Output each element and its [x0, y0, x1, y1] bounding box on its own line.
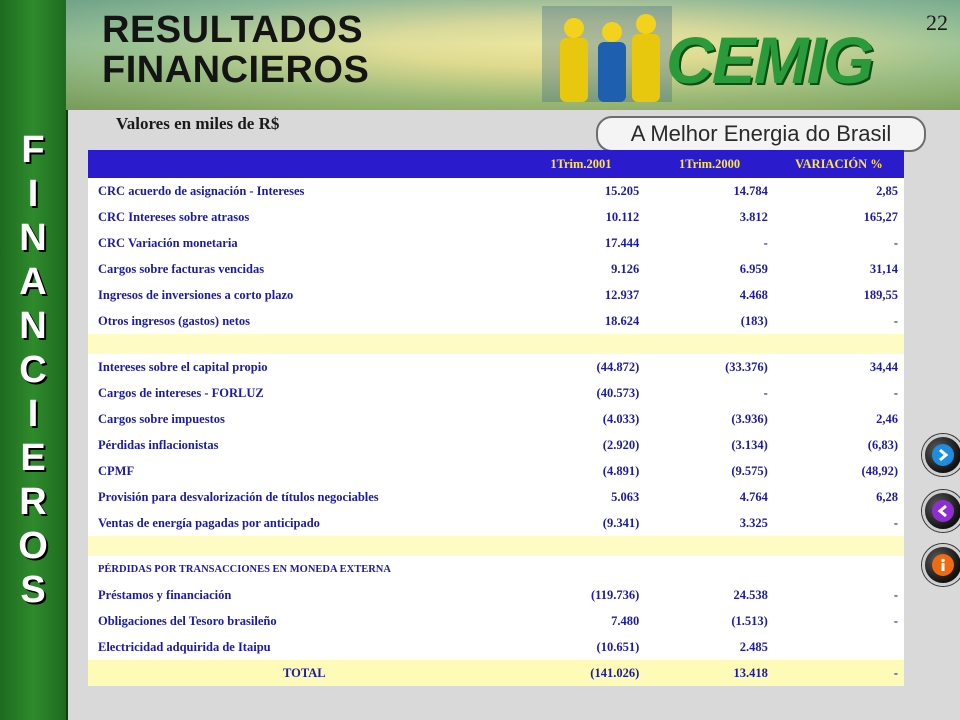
- variation-value: -: [774, 582, 904, 608]
- side-band: [0, 0, 68, 720]
- value-2000: -: [645, 230, 774, 256]
- row-label: Ventas de energía pagadas por anticipado: [88, 510, 517, 536]
- value-2001: [517, 556, 646, 582]
- table-section-row: [88, 556, 904, 582]
- value-2001: (4.033): [517, 406, 646, 432]
- column-header-2001: 1Trim.2001: [517, 150, 646, 178]
- table-row: [88, 608, 904, 634]
- side-letter: A: [19, 261, 47, 303]
- value-2000: 24.538: [645, 582, 774, 608]
- table-row: [88, 354, 904, 380]
- row-label: Provisión para desvalorización de títulos negociables: [88, 484, 517, 510]
- row-label: CPMF: [88, 458, 517, 484]
- table-header-row: [88, 150, 904, 178]
- value-2000: (3.936): [645, 406, 774, 432]
- value-2001: 17.444: [517, 230, 646, 256]
- side-letter: N: [19, 305, 47, 347]
- value-2001: 12.937: [517, 282, 646, 308]
- info-icon: [932, 554, 954, 576]
- row-label: Ingresos de inversiones a corto plazo: [88, 282, 517, 308]
- value-2000: 4.468: [645, 282, 774, 308]
- variation-value: 165,27: [774, 204, 904, 230]
- row-label: Cargos de intereses - FORLUZ: [88, 380, 517, 406]
- variation-value: -: [774, 380, 904, 406]
- total-variation: -: [774, 660, 904, 686]
- back-arrow-icon: [932, 500, 954, 522]
- title-line-2: FINANCIEROS: [102, 49, 370, 91]
- total-label: TOTAL: [88, 660, 517, 686]
- table-spacer-row: [88, 536, 904, 556]
- table-row: [88, 308, 904, 334]
- column-header-2000: 1Trim.2000: [645, 150, 774, 178]
- variation-value: (6,83): [774, 432, 904, 458]
- title-line-1: RESULTADOS: [102, 9, 364, 51]
- value-2000: (33.376): [645, 354, 774, 380]
- variation-value: -: [774, 608, 904, 634]
- value-2001: (9.341): [517, 510, 646, 536]
- table-row: [88, 458, 904, 484]
- value-2001: 15.205: [517, 178, 646, 204]
- table-row: [88, 432, 904, 458]
- workers-photo-illustration: [542, 6, 672, 102]
- value-2001: (119.736): [517, 582, 646, 608]
- table-row: [88, 204, 904, 230]
- table-row: [88, 380, 904, 406]
- value-2000: (1.513): [645, 608, 774, 634]
- value-2000: 3.325: [645, 510, 774, 536]
- value-2000: 3.812: [645, 204, 774, 230]
- side-letter: S: [20, 569, 46, 611]
- row-label: Préstamos y financiación: [88, 582, 517, 608]
- table-row: [88, 634, 904, 660]
- variation-value: (48,92): [774, 458, 904, 484]
- units-subtitle: Valores en miles de R$: [116, 114, 280, 133]
- variation-value: 6,28: [774, 484, 904, 510]
- table-row: [88, 230, 904, 256]
- side-letter: R: [19, 481, 47, 523]
- value-2001: 10.112: [517, 204, 646, 230]
- table-row: [88, 282, 904, 308]
- table-row: [88, 406, 904, 432]
- total-2001: (141.026): [517, 660, 646, 686]
- row-label: CRC Variación monetaria: [88, 230, 517, 256]
- variation-value: [774, 634, 904, 660]
- side-letter: N: [19, 217, 47, 259]
- table-row: [88, 582, 904, 608]
- row-label: CRC acuerdo de asignación - Intereses: [88, 178, 517, 204]
- value-2000: 14.784: [645, 178, 774, 204]
- table-row: [88, 256, 904, 282]
- value-2000: 2.485: [645, 634, 774, 660]
- table-row: [88, 510, 904, 536]
- variation-value: [774, 556, 904, 582]
- value-2001: 5.063: [517, 484, 646, 510]
- value-2001: (2.920): [517, 432, 646, 458]
- value-2000: (183): [645, 308, 774, 334]
- side-letter: C: [19, 349, 47, 391]
- vertical-section-label: [0, 128, 66, 612]
- table-row: [88, 178, 904, 204]
- value-2001: 9.126: [517, 256, 646, 282]
- spacer-cell: [88, 334, 904, 354]
- value-2001: (10.651): [517, 634, 646, 660]
- row-label: Cargos sobre facturas vencidas: [88, 256, 517, 282]
- total-2000: 13.418: [645, 660, 774, 686]
- value-2001: 18.624: [517, 308, 646, 334]
- row-label: CRC Intereses sobre atrasos: [88, 204, 517, 230]
- tagline-badge: [596, 116, 926, 152]
- cemig-logo: CEMIG: [666, 23, 873, 97]
- row-label: Obligaciones del Tesoro brasileño: [88, 608, 517, 634]
- table-total-row: [88, 660, 904, 686]
- variation-value: -: [774, 230, 904, 256]
- variation-value: 2,85: [774, 178, 904, 204]
- page-title: [102, 10, 369, 90]
- row-label: Pérdidas inflacionistas: [88, 432, 517, 458]
- section-label: PÉRDIDAS POR TRANSACCIONES EN MONEDA EXTERNA: [88, 556, 517, 582]
- variation-value: 2,46: [774, 406, 904, 432]
- value-2001: (40.573): [517, 380, 646, 406]
- next-arrow-icon: [932, 444, 954, 466]
- row-label: Otros ingresos (gastos) netos: [88, 308, 517, 334]
- table-row: [88, 484, 904, 510]
- value-2000: [645, 556, 774, 582]
- column-header-variation: VARIACIÓN %: [774, 150, 904, 178]
- value-2000: 6.959: [645, 256, 774, 282]
- row-label: Cargos sobre impuestos: [88, 406, 517, 432]
- page-number: 22: [926, 10, 948, 35]
- variation-value: -: [774, 510, 904, 536]
- side-letter: O: [18, 525, 48, 567]
- financial-results-table: [88, 150, 904, 686]
- column-header-label: [88, 150, 517, 178]
- side-letter: F: [21, 129, 45, 171]
- next-slide-button[interactable]: [922, 434, 960, 476]
- tagline-text: A Melhor Energia do Brasil: [630, 121, 892, 146]
- value-2001: (4.891): [517, 458, 646, 484]
- variation-value: 34,44: [774, 354, 904, 380]
- side-letter: I: [27, 173, 39, 215]
- value-2000: -: [645, 380, 774, 406]
- row-label: Electricidad adquirida de Itaipu: [88, 634, 517, 660]
- value-2000: (9.575): [645, 458, 774, 484]
- value-2001: (44.872): [517, 354, 646, 380]
- info-button[interactable]: [922, 544, 960, 586]
- value-2000: 4.764: [645, 484, 774, 510]
- side-letter: I: [27, 393, 39, 435]
- spacer-cell: [88, 536, 904, 556]
- variation-value: 189,55: [774, 282, 904, 308]
- value-2001: 7.480: [517, 608, 646, 634]
- previous-slide-button[interactable]: [922, 490, 960, 532]
- table-spacer-row: [88, 334, 904, 354]
- row-label: Intereses sobre el capital propio: [88, 354, 517, 380]
- variation-value: -: [774, 308, 904, 334]
- side-letter: E: [20, 437, 46, 479]
- variation-value: 31,14: [774, 256, 904, 282]
- value-2000: (3.134): [645, 432, 774, 458]
